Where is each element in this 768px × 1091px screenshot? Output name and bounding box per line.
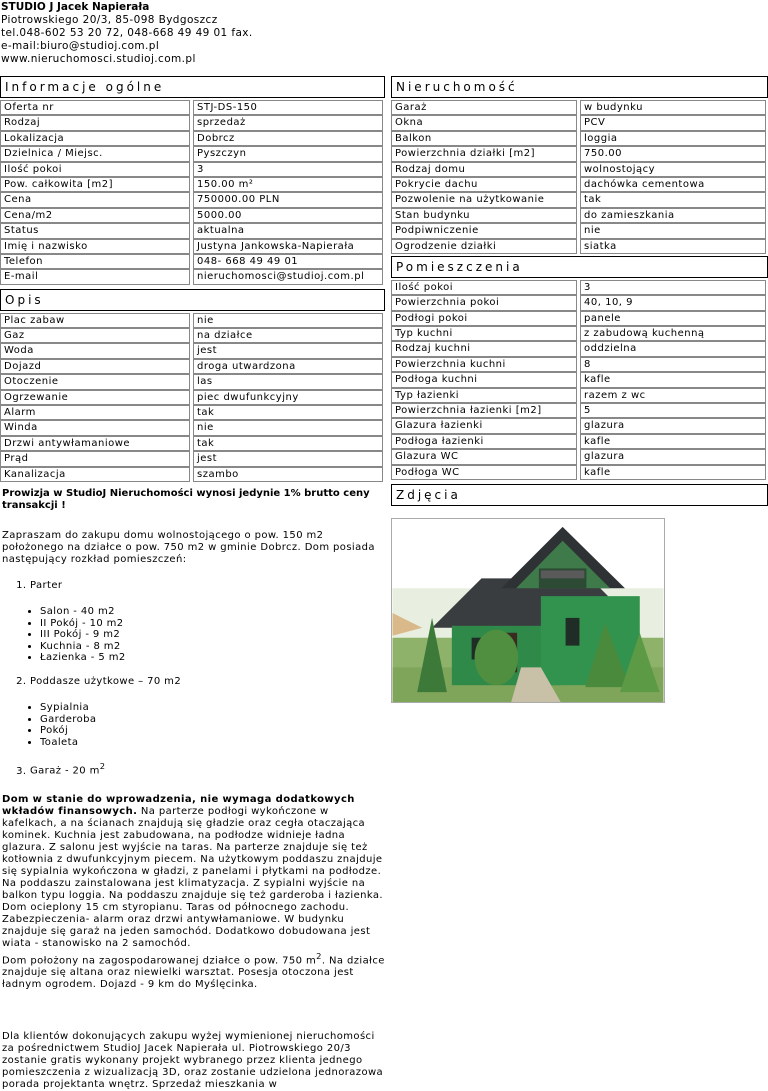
table-row bbox=[391, 326, 768, 341]
row-value: nie bbox=[580, 223, 766, 238]
row-value: panele bbox=[580, 311, 766, 326]
row-value: siatka bbox=[580, 239, 766, 254]
floor-item bbox=[30, 676, 385, 748]
agency-header bbox=[1, 1, 253, 66]
row-value: 150.00 m² bbox=[193, 177, 383, 192]
photos-heading: Zdjęcia bbox=[391, 484, 768, 506]
row-value: nie bbox=[193, 313, 383, 328]
row-value: droga utwardzona bbox=[193, 359, 383, 374]
row-value: tak bbox=[193, 436, 383, 451]
table-row bbox=[391, 223, 768, 238]
row-label: E-mail bbox=[0, 269, 190, 284]
row-label: Glazura łazienki bbox=[391, 418, 577, 433]
row-label: Podłoga WC bbox=[391, 465, 577, 480]
row-label: Typ kuchni bbox=[391, 326, 577, 341]
row-label: Ilość pokoi bbox=[391, 280, 577, 295]
description-text bbox=[0, 530, 385, 1091]
row-value: sprzedaż bbox=[193, 115, 383, 130]
row-value: PCV bbox=[580, 115, 766, 130]
row-label: Typ łazienki bbox=[391, 388, 577, 403]
table-row bbox=[391, 239, 768, 254]
row-label: Lokalizacja bbox=[0, 131, 190, 146]
floor-list bbox=[30, 580, 385, 778]
house-photo[interactable] bbox=[391, 518, 665, 703]
room-list bbox=[40, 702, 385, 748]
table-row bbox=[0, 343, 385, 358]
row-value: 750000.00 PLN bbox=[193, 192, 383, 207]
description-paragraph: Dom ocieplony 15 cm styropianu. Taras od północnego zachodu. Zabezpieczenia- alarm oraz drzwi antywłamaniowe. W budynku znajduje się garaż na jeden samochód. Dodatkowo dobudowana jest wiata - stanowisko na 2 samochód. bbox=[2, 901, 371, 949]
floor-item bbox=[30, 580, 385, 664]
description-table bbox=[0, 313, 385, 482]
table-row bbox=[391, 177, 768, 192]
table-row bbox=[391, 388, 768, 403]
row-value: 750.00 bbox=[580, 146, 766, 161]
row-label: Powierzchnia łazienki [m2] bbox=[391, 403, 577, 418]
description-heading: Opis bbox=[0, 289, 385, 311]
row-value: piec dwufunkcyjny bbox=[193, 390, 383, 405]
room-item: • III Pokój - 9 m2 bbox=[40, 629, 385, 641]
table-row bbox=[391, 115, 768, 130]
row-label: Plac zabaw bbox=[0, 313, 190, 328]
room-item: • Łazienka - 5 m2 bbox=[40, 652, 385, 664]
row-label: Imię i nazwisko bbox=[0, 239, 190, 254]
table-row bbox=[391, 100, 768, 115]
row-value: w budynku bbox=[580, 100, 766, 115]
table-row bbox=[0, 405, 385, 420]
table-row bbox=[391, 434, 768, 449]
row-label: Balkon bbox=[391, 131, 577, 146]
row-label: Dzielnica / Miejsc. bbox=[0, 146, 190, 161]
table-row bbox=[0, 162, 385, 177]
room-item: • Pokój bbox=[40, 725, 385, 737]
row-value: tak bbox=[193, 405, 383, 420]
row-value: aktualna bbox=[193, 223, 383, 238]
description-paragraph: Dom w stanie do wprowadzenia, nie wymaga dodatkowych wkładów finansowych. Na parterze podłogi wykończone w kafelkach, a na ścianach znajdują się gładzie oraz cegła otaczająca kominek. Kuchnia jest zabudowana, na podłodze widnieje ładna glazura. Z salonu jest wyjście na taras. Na parterze znajduje się też kotłownia z dwufunkcyjnym piecem. Na użytkowym poddaszu znajduje się sypialnia wykończona w gładzi, z panelami i płytkami na podłodze. Na poddaszu zainstalowana jest klimatyzacja. Z sypialni wyjście na balkon typu loggia. Na poddaszu znajduje się też garderoba i łazienka. bbox=[2, 793, 383, 901]
row-value: kafle bbox=[580, 434, 766, 449]
row-label: Woda bbox=[0, 343, 190, 358]
rooms-table bbox=[391, 280, 768, 480]
row-value: Dobrcz bbox=[193, 131, 383, 146]
row-label: Otoczenie bbox=[0, 374, 190, 389]
table-row bbox=[391, 357, 768, 372]
row-value: wolnostojący bbox=[580, 162, 766, 177]
table-row bbox=[391, 146, 768, 161]
row-value: 5000.00 bbox=[193, 208, 383, 223]
row-label: Pow. całkowita [m2] bbox=[0, 177, 190, 192]
row-value: jest bbox=[193, 343, 383, 358]
table-row bbox=[0, 131, 385, 146]
table-row bbox=[0, 436, 385, 451]
table-row bbox=[0, 223, 385, 238]
table-row bbox=[391, 162, 768, 177]
general-info-table bbox=[0, 100, 385, 285]
agency-name: STUDIO J Jacek Napierała bbox=[1, 1, 150, 13]
row-label: Glazura WC bbox=[391, 449, 577, 464]
row-label: Pozwolenie na użytkowanie bbox=[391, 192, 577, 207]
row-value: kafle bbox=[580, 465, 766, 480]
table-row bbox=[0, 374, 385, 389]
table-row bbox=[391, 341, 768, 356]
row-label: Cena/m2 bbox=[0, 208, 190, 223]
rooms-heading: Pomieszczenia bbox=[391, 256, 768, 278]
row-value: glazura bbox=[580, 418, 766, 433]
row-value: szambo bbox=[193, 467, 383, 482]
row-label: Gaz bbox=[0, 328, 190, 343]
table-row bbox=[0, 177, 385, 192]
row-value: jest bbox=[193, 451, 383, 466]
row-label: Garaż bbox=[391, 100, 577, 115]
description-closing: Dla klientów dokonujących zakupu wyżej wymienionej nieruchomości za pośrednictwem StudioJ Jacek Napierała ul. Piotrowskiego 20/3 zostanie gratis wykonany projekt wybranego przez klienta jednego pomieszczenia z wizualizacją 3D, oraz zostanie udzielona jednorazowa porada projektanta wnętrz. Sprzedaż mieszkania w bbox=[2, 1030, 384, 1090]
table-row bbox=[0, 313, 385, 328]
row-value: 40, 10, 9 bbox=[580, 295, 766, 310]
row-value: 5 bbox=[580, 403, 766, 418]
row-value: dachówka cementowa bbox=[580, 177, 766, 192]
row-value: STJ-DS-150 bbox=[193, 100, 383, 115]
row-value: Pyszczyn bbox=[193, 146, 383, 161]
row-label: Winda bbox=[0, 420, 190, 435]
row-value: nie bbox=[193, 420, 383, 435]
table-row bbox=[391, 208, 768, 223]
floor-item bbox=[30, 760, 385, 777]
room-item: • Sypialnia bbox=[40, 702, 385, 714]
row-label: Cena bbox=[0, 192, 190, 207]
table-row bbox=[391, 465, 768, 480]
row-label: Podłoga łazienki bbox=[391, 434, 577, 449]
superscript: 2 bbox=[99, 761, 106, 772]
general-info-heading: Informacje ogólne bbox=[0, 76, 385, 98]
row-value: oddzielna bbox=[580, 341, 766, 356]
row-label: Okna bbox=[391, 115, 577, 130]
room-item: • Toaleta bbox=[40, 737, 385, 749]
table-row bbox=[0, 146, 385, 161]
row-value: razem z wc bbox=[580, 388, 766, 403]
table-row bbox=[391, 372, 768, 387]
row-label: Rodzaj bbox=[0, 115, 190, 130]
row-label: Drzwi antywłamaniowe bbox=[0, 436, 190, 451]
agency-website[interactable]: www.nieruchomosci.studioj.com.pl bbox=[1, 53, 196, 65]
row-value: 3 bbox=[580, 280, 766, 295]
agency-phone: tel.048-602 53 20 72, 048-668 49 49 01 fax. bbox=[1, 27, 253, 39]
row-label: Telefon bbox=[0, 254, 190, 269]
row-value: na działce bbox=[193, 328, 383, 343]
floor-name: Parter bbox=[30, 579, 63, 591]
room-item: • Kuchnia - 8 m2 bbox=[40, 641, 385, 653]
row-label: Podpiwniczenie bbox=[391, 223, 577, 238]
left-column bbox=[0, 76, 385, 1091]
table-row bbox=[0, 390, 385, 405]
floor-name: Poddasze użytkowe – 70 m2 bbox=[30, 675, 182, 687]
table-row bbox=[0, 269, 385, 284]
table-row bbox=[0, 115, 385, 130]
table-row bbox=[0, 254, 385, 269]
table-row bbox=[0, 100, 385, 115]
right-column bbox=[391, 76, 768, 706]
description-paragraph: Dom położony na zagospodarowanej działce o pow. 750 $m^2$. Na działce znajduje się altana oraz niewielki warsztat. Posesja otoczona jest ładnym ogrodem. Dojazd - 9 km do Myślęcinka. bbox=[2, 950, 385, 990]
row-label: Powierzchnia pokoi bbox=[391, 295, 577, 310]
row-label: Dojazd bbox=[0, 359, 190, 374]
row-value: glazura bbox=[580, 449, 766, 464]
table-row bbox=[391, 295, 768, 310]
table-row bbox=[391, 449, 768, 464]
room-list bbox=[40, 606, 385, 664]
row-label: Ogrzewanie bbox=[0, 390, 190, 405]
row-value: 3 bbox=[193, 162, 383, 177]
row-label: Podłoga kuchni bbox=[391, 372, 577, 387]
row-label: Kanalizacja bbox=[0, 467, 190, 482]
row-label: Rodzaj domu bbox=[391, 162, 577, 177]
row-label: Podłogi pokoi bbox=[391, 311, 577, 326]
floor-name: Garaż - 20 m bbox=[30, 765, 100, 777]
row-value: Justyna Jankowska-Napierała bbox=[193, 239, 383, 254]
row-value: las bbox=[193, 374, 383, 389]
row-value: z zabudową kuchenną bbox=[580, 326, 766, 341]
table-row bbox=[0, 208, 385, 223]
row-value: tak bbox=[580, 192, 766, 207]
row-value: do zamieszkania bbox=[580, 208, 766, 223]
agency-address: Piotrowskiego 20/3, 85-098 Bydgoszcz bbox=[1, 14, 218, 26]
room-item: • Garderoba bbox=[40, 714, 385, 726]
row-label: Pokrycie dachu bbox=[391, 177, 577, 192]
table-row bbox=[391, 280, 768, 295]
table-row bbox=[391, 311, 768, 326]
row-label: Alarm bbox=[0, 405, 190, 420]
row-label: Status bbox=[0, 223, 190, 238]
room-item: • Salon - 40 m2 bbox=[40, 606, 385, 618]
table-row bbox=[0, 328, 385, 343]
row-label: Ogrodzenie działki bbox=[391, 239, 577, 254]
table-row bbox=[391, 418, 768, 433]
description-intro: Zapraszam do zakupu domu wolnostojącego o pow. 150 m2 położonego na działce o pow. 750 m2 w gminie Dobrcz. Dom posiada następujący rozkład pomieszczeń: bbox=[2, 529, 375, 565]
row-value: kafle bbox=[580, 372, 766, 387]
table-row bbox=[391, 131, 768, 146]
row-label: Powierzchnia kuchni bbox=[391, 357, 577, 372]
property-table bbox=[391, 100, 768, 254]
row-value: loggia bbox=[580, 131, 766, 146]
commission-note: Prowizja w StudioJ Nieruchomości wynosi jedynie 1% brutto ceny transakcji ! bbox=[2, 487, 370, 511]
table-row bbox=[0, 420, 385, 435]
property-heading: Nieruchomość bbox=[391, 76, 768, 98]
table-row bbox=[0, 467, 385, 482]
table-row bbox=[0, 192, 385, 207]
row-label: Ilość pokoi bbox=[0, 162, 190, 177]
agency-email[interactable]: e-mail:biuro@studioj.com.pl bbox=[1, 40, 160, 52]
table-row bbox=[0, 239, 385, 254]
row-value: nieruchomosci@studioj.com.pl bbox=[193, 269, 383, 284]
row-value: 8 bbox=[580, 357, 766, 372]
row-value: 048- 668 49 49 01 bbox=[193, 254, 383, 269]
table-row bbox=[391, 403, 768, 418]
row-label: Prąd bbox=[0, 451, 190, 466]
row-label: Rodzaj kuchni bbox=[391, 341, 577, 356]
description-bold-lead: Dom w stanie do wprowadzenia, nie wymaga dodatkowych wkładów finansowych. bbox=[2, 793, 355, 817]
row-label: Powierzchnia działki [m2] bbox=[391, 146, 577, 161]
row-label: Stan budynku bbox=[391, 208, 577, 223]
row-label: Oferta nr bbox=[0, 100, 190, 115]
room-item: • II Pokój - 10 m2 bbox=[40, 618, 385, 630]
table-row bbox=[391, 192, 768, 207]
table-row bbox=[0, 451, 385, 466]
table-row bbox=[0, 359, 385, 374]
